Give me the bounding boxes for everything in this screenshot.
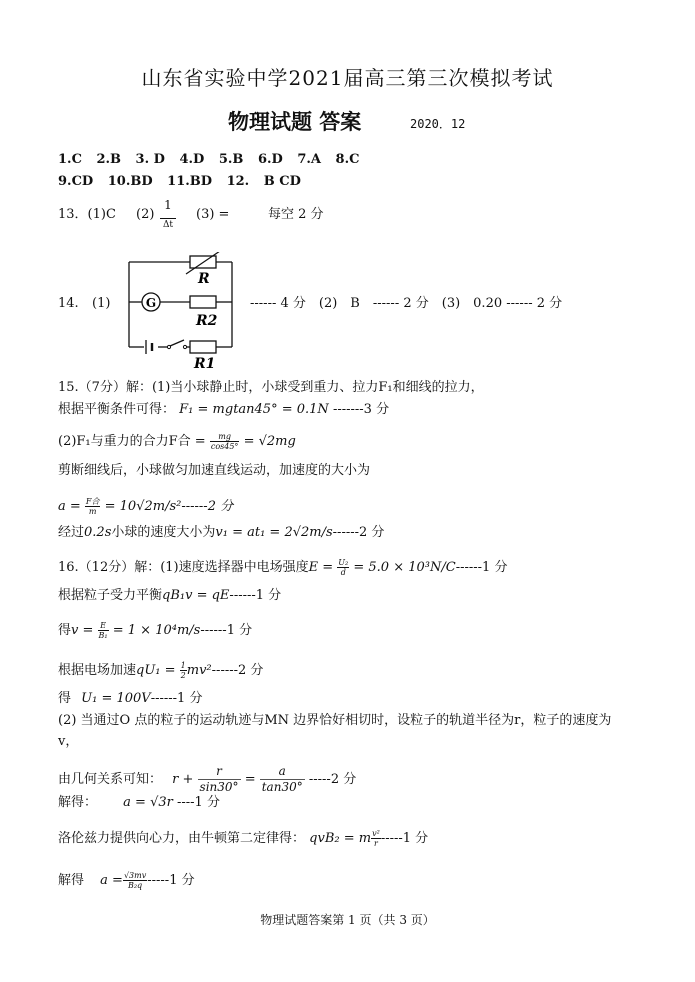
frac-den: tan30°: [261, 780, 303, 794]
q13-fraction: [160, 197, 176, 231]
q16-line2-eq: qB₁v = qE: [162, 588, 230, 603]
q16-line4-frac: [180, 661, 187, 680]
q16-line1-frac: [337, 558, 349, 577]
q16-line8-text: 由几何关系可知：: [58, 772, 163, 787]
answer-item: 2.B: [96, 152, 122, 167]
q16-line10-score: -----1 分: [380, 831, 429, 846]
q16-line6: (2) 当通过O 点的粒子的运动轨迹与MN 边界恰好相切时，设粒子的轨道半径为r，粒子的速度为: [58, 713, 612, 728]
q15-line6-text: 小球的速度大小为: [111, 525, 216, 540]
frac-den: d: [340, 568, 346, 577]
q16-line11-pre: a =: [100, 873, 123, 888]
q16-line9-eq: a = √3r: [123, 795, 173, 810]
q15-line3-frac: [210, 432, 240, 451]
q16-line9-text: 解得：: [58, 795, 98, 810]
q13-score: 每空 2 分: [268, 207, 324, 222]
circuit-diagram: [118, 252, 238, 370]
q16-line11: [58, 871, 195, 890]
label-r: R: [198, 271, 210, 287]
switch-icon: [167, 345, 170, 348]
q15-line3-eq: = √2mg: [243, 434, 296, 449]
q13-prefix: 13．(1)C: [58, 207, 116, 222]
q15-line4: 剪断细线后，小球做匀加速直线运动，加速度的大小为: [58, 463, 371, 478]
q15-line2: [58, 402, 389, 418]
frac-num: v²: [372, 829, 380, 838]
frac-num: U₂: [338, 558, 349, 567]
q15-line6-eq: v₁ = at₁ = 2√2m/s: [215, 525, 333, 540]
q15-line3: [58, 432, 296, 451]
q13-frac-num: 1: [164, 198, 172, 212]
frac-num: r: [198, 764, 241, 780]
q16-line7: v，: [58, 734, 79, 749]
q16-line10-text: 洛伦兹力提供向心力，由牛顿第二定律得：: [58, 831, 306, 846]
q16-line8-score: -----2 分: [308, 772, 357, 787]
q16-line1-pre: E =: [308, 560, 334, 575]
q16-line2: [58, 588, 281, 604]
q15-line6-t: 0.2s: [84, 525, 112, 540]
frac-den: sin30°: [199, 780, 239, 794]
frac-den: m: [88, 507, 97, 516]
answer-item: 4.D: [179, 152, 205, 167]
label-r2: R2: [196, 313, 218, 329]
frac-den: B₁: [98, 631, 108, 640]
q16-line1-eq: = 5.0 × 10³N/C: [349, 560, 456, 575]
q15-line2-text: 根据平衡条件可得：: [58, 402, 176, 417]
q16-line10: [58, 829, 428, 848]
q16-line10-frac: [371, 829, 381, 848]
q16-line8-eq-b: =: [244, 772, 256, 787]
q16-line2-score: ------1 分: [229, 588, 282, 603]
q16-line1-score: ------1 分: [455, 560, 508, 575]
q16-line8: [58, 764, 356, 795]
q16-line3-text: 得: [58, 623, 72, 638]
q16-line4-eq-b: mv²: [186, 663, 212, 678]
frac-num: 1: [180, 661, 186, 670]
q16-line11-frac: [123, 871, 147, 890]
answer-item: 7.A: [297, 152, 321, 167]
q15-line6-score: ------2 分: [332, 525, 385, 540]
answers-row-2: [58, 174, 311, 190]
q15-line6-pre: 经过: [58, 525, 85, 540]
q13-part3: (3) =: [196, 207, 230, 222]
q16-line5-text: 得: [58, 691, 72, 706]
frac-den: cos45°: [210, 442, 239, 451]
answer-item: 10.BD: [107, 174, 153, 189]
q16-line9: [58, 795, 220, 811]
frac-num: a: [260, 764, 305, 780]
q15-line2-eq: F₁ = mgtan45° = 0.1N: [179, 402, 329, 417]
q16-line1: [58, 558, 507, 577]
q16-line11-score: -----1 分: [147, 873, 195, 888]
q16-line8-frac2: [260, 764, 305, 795]
answer-item: 6.D: [257, 152, 283, 167]
q16-line4: [58, 661, 263, 680]
frac-den: 2: [180, 671, 186, 680]
q13-line: [58, 207, 154, 223]
q16-line3-score: ------1 分: [200, 623, 253, 638]
q16-line3-frac: [98, 621, 109, 640]
q14-rest: ------ 4 分 (2) B ------ 2 分 (3) 0.20 ------ 2 分: [250, 296, 563, 311]
q16-line10-eq-a: qvB₂ = m: [309, 831, 372, 846]
resistor-r1: [190, 341, 216, 353]
q16-line5: [58, 691, 202, 707]
answer-item: 12.: [226, 174, 250, 189]
q16-line1-text: 16.（12分）解：(1)速度选择器中电场强度: [58, 560, 309, 575]
q14-part: (1): [92, 296, 111, 311]
exam-title: 山东省实验中学2021届高三第三次模拟考试: [141, 66, 554, 90]
q16-line4-eq-a: qU₁ =: [136, 663, 176, 678]
q16-line2-text: 根据粒子受力平衡: [58, 588, 163, 603]
q15-line5-eq: = 10√2m/s²------2 分: [104, 499, 234, 514]
q13-frac-den: Δt: [160, 218, 176, 231]
answer-item: 3. D: [135, 152, 165, 167]
q16-line5-score: ------1 分: [150, 691, 203, 706]
q16-line3-pre: v =: [71, 623, 94, 638]
q15-line2-score: -------3 分: [332, 402, 390, 417]
frac-num: F合: [85, 497, 100, 506]
frac-den: B₂q: [127, 881, 143, 890]
q16-line8-frac1: [198, 764, 241, 795]
resistor-r2: [190, 296, 216, 308]
q15-line5-pre: a =: [58, 499, 81, 514]
q16-line4-score: ------2 分: [211, 663, 264, 678]
q16-line5-eq: U₁ = 100V: [81, 691, 151, 706]
q16-line3: [58, 621, 252, 640]
label-r1: R1: [194, 356, 216, 370]
frac-num: √3mv: [123, 871, 147, 880]
answer-item: 8.C: [335, 152, 360, 167]
q16-line9-score: ----1 分: [172, 795, 220, 810]
q15-line5: [58, 497, 233, 516]
frac-den: r: [374, 839, 378, 848]
q15-line5-frac: [85, 497, 101, 516]
q16-line8-eq-a: r +: [172, 772, 194, 787]
exam-date: 2020．12: [410, 117, 466, 131]
frac-num: mg: [210, 432, 240, 442]
q16-line3-eq: = 1 × 10⁴m/s: [108, 623, 201, 638]
answer-item: 5.B: [218, 152, 244, 167]
answers-row-1: [58, 152, 369, 168]
q13-part2: (2): [136, 207, 155, 222]
q15-line6: [58, 525, 384, 541]
answer-item: 1.C: [58, 152, 82, 167]
frac-num: E: [98, 621, 109, 631]
q15-line1: 15.（7分）解：(1)当小球静止时，小球受到重力、拉力F₁和细线的拉力，: [58, 380, 484, 395]
answer-item: 9.CD: [58, 174, 94, 189]
q15-line3-text: (2)F₁与重力的合力F合 =: [58, 434, 206, 449]
q16-line11-text: 解得: [58, 873, 85, 888]
answer-subtitle: 物理试题 答案: [228, 110, 362, 134]
page-footer: 物理试题答案第 1 页（共 3 页）: [260, 913, 435, 927]
galvanometer-label: G: [145, 296, 157, 310]
q16-line4-text: 根据电场加速: [58, 663, 137, 678]
q14-label: 14.: [58, 296, 79, 311]
answer-item: 11.BD: [167, 174, 213, 189]
answer-item: B CD: [263, 174, 301, 189]
